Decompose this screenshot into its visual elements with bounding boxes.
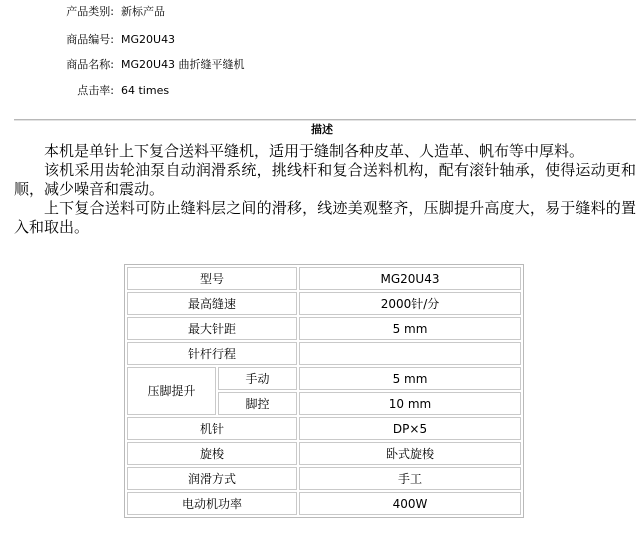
description-paragraph: 该机采用齿轮油泵自动润滑系统，挑线杆和复合送料机构，配有滚针轴承，使得运动更和顺，减少噪音和震动。	[14, 161, 636, 198]
spec-label-stitch: 最大针距	[127, 317, 297, 340]
spec-value-lift-knee: 10 mm	[299, 392, 521, 415]
spec-value-hook: 卧式旋梭	[299, 442, 521, 465]
product-category-label: 产品类别:	[66, 5, 114, 18]
spec-label-needle: 机针	[127, 417, 297, 440]
description-title: 描述	[311, 123, 333, 136]
spec-table	[124, 264, 524, 518]
spec-value-needle-bar	[299, 342, 521, 365]
spec-label-motor: 电动机功率	[127, 492, 297, 515]
product-code-label: 商品编号:	[66, 33, 114, 46]
table-row	[127, 492, 521, 515]
spec-label-speed: 最高缝速	[127, 292, 297, 315]
spec-label-lift-hand: 手动	[218, 367, 297, 390]
product-hits-value: 64 times	[121, 84, 170, 97]
table-row	[127, 317, 521, 340]
spec-label-lift-knee: 脚控	[218, 392, 297, 415]
spec-value-lubrication: 手工	[299, 467, 521, 490]
table-row	[127, 267, 521, 290]
table-row	[127, 417, 521, 440]
spec-label-hook: 旋梭	[127, 442, 297, 465]
table-row	[127, 342, 521, 365]
spec-value-lift-hand: 5 mm	[299, 367, 521, 390]
spec-label-model: 型号	[127, 267, 297, 290]
section-divider	[14, 119, 636, 121]
table-row	[127, 442, 521, 465]
spec-label-presser-lift: 压脚提升	[127, 367, 216, 415]
product-name-value: MG20U43 曲折缝平缝机	[121, 58, 245, 71]
product-name-label: 商品名称:	[66, 58, 114, 71]
description-body	[14, 142, 636, 237]
spec-value-motor: 400W	[299, 492, 521, 515]
spec-value-model: MG20U43	[299, 267, 521, 290]
spec-value-speed: 2000针/分	[299, 292, 521, 315]
spec-label-needle-bar: 针杆行程	[127, 342, 297, 365]
product-category-value: 新标产品	[121, 5, 165, 18]
spec-label-lubrication: 润滑方式	[127, 467, 297, 490]
product-hits-label: 点击率:	[77, 84, 114, 97]
table-row	[127, 367, 521, 390]
description-paragraph: 上下复合送料可防止缝料层之间的滑移，线迹美观整齐，压脚提升高度大，易于缝料的置入和取出。	[14, 199, 636, 236]
spec-value-needle: DP×5	[299, 417, 521, 440]
description-paragraph: 本机是单针上下复合送料平缝机，适用于缝制各种皮革、人造革、帆布等中厚料。	[44, 142, 585, 160]
table-row	[127, 292, 521, 315]
table-row	[127, 467, 521, 490]
product-code-value: MG20U43	[121, 33, 176, 46]
spec-value-stitch: 5 mm	[299, 317, 521, 340]
